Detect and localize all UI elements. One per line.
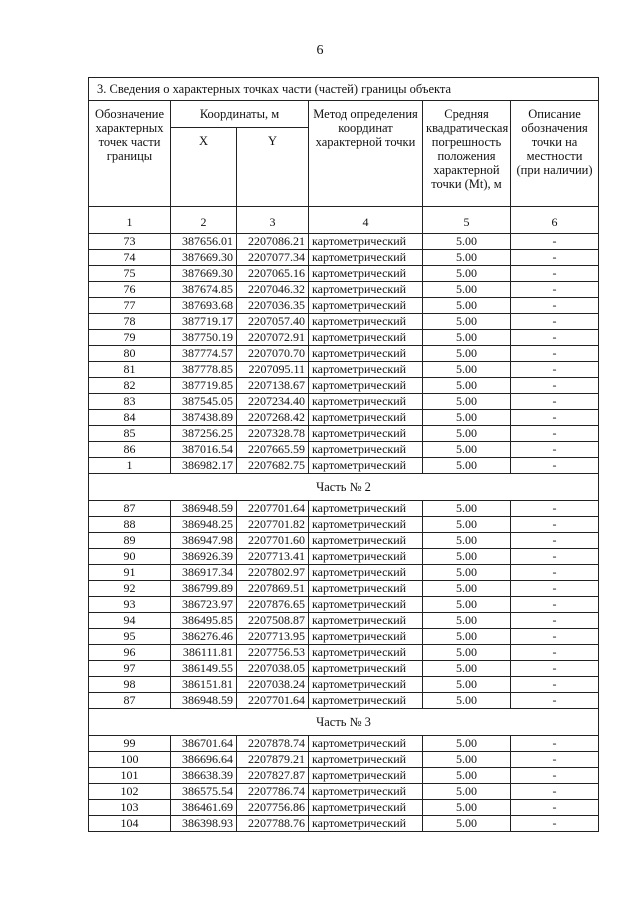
coord-y: 2207879.21 <box>237 752 309 768</box>
description: - <box>511 426 599 442</box>
error-mt: 5.00 <box>423 346 511 362</box>
method: картометрический <box>309 410 423 426</box>
coord-x: 387016.54 <box>171 442 237 458</box>
point-id: 75 <box>89 266 171 282</box>
error-mt: 5.00 <box>423 282 511 298</box>
coord-y: 2207095.11 <box>237 362 309 378</box>
description: - <box>511 266 599 282</box>
coord-y: 2207713.95 <box>237 629 309 645</box>
description: - <box>511 282 599 298</box>
error-mt: 5.00 <box>423 752 511 768</box>
table-row <box>89 501 599 517</box>
coord-x: 387545.05 <box>171 394 237 410</box>
table-row <box>89 517 599 533</box>
method: картометрический <box>309 693 423 709</box>
point-id: 103 <box>89 800 171 816</box>
coord-x: 386495.85 <box>171 613 237 629</box>
description: - <box>511 752 599 768</box>
coord-y: 2207869.51 <box>237 581 309 597</box>
table-row <box>89 784 599 800</box>
description: - <box>511 394 599 410</box>
error-mt: 5.00 <box>423 517 511 533</box>
method: картометрический <box>309 394 423 410</box>
method: картометрический <box>309 752 423 768</box>
error-mt: 5.00 <box>423 362 511 378</box>
coord-x: 386461.69 <box>171 800 237 816</box>
table-row <box>89 410 599 426</box>
method: картометрический <box>309 282 423 298</box>
description: - <box>511 250 599 266</box>
table-row <box>89 266 599 282</box>
table-row <box>89 800 599 816</box>
error-mt: 5.00 <box>423 298 511 314</box>
point-id: 102 <box>89 784 171 800</box>
point-id: 91 <box>89 565 171 581</box>
header-method: Метод определения координат характерной точки <box>309 101 423 207</box>
coord-x: 387656.01 <box>171 234 237 250</box>
point-id: 96 <box>89 645 171 661</box>
coord-x: 386276.46 <box>171 629 237 645</box>
coord-x: 387256.25 <box>171 426 237 442</box>
method: картометрический <box>309 346 423 362</box>
method: картометрический <box>309 661 423 677</box>
method: картометрический <box>309 597 423 613</box>
error-mt: 5.00 <box>423 800 511 816</box>
coord-y: 2207786.74 <box>237 784 309 800</box>
table-row <box>89 661 599 677</box>
table-row <box>89 613 599 629</box>
point-id: 84 <box>89 410 171 426</box>
coord-y: 2207802.97 <box>237 565 309 581</box>
coordinates-table <box>88 77 599 832</box>
error-mt: 5.00 <box>423 533 511 549</box>
description: - <box>511 298 599 314</box>
error-mt: 5.00 <box>423 629 511 645</box>
coord-y: 2207876.65 <box>237 597 309 613</box>
description: - <box>511 693 599 709</box>
table-row <box>89 693 599 709</box>
description: - <box>511 362 599 378</box>
point-id: 99 <box>89 736 171 752</box>
table-row <box>89 645 599 661</box>
point-id: 82 <box>89 378 171 394</box>
coord-x: 386638.39 <box>171 768 237 784</box>
error-mt: 5.00 <box>423 410 511 426</box>
point-id: 89 <box>89 533 171 549</box>
method: картометрический <box>309 266 423 282</box>
point-id: 78 <box>89 314 171 330</box>
method: картометрический <box>309 768 423 784</box>
coord-x: 386917.34 <box>171 565 237 581</box>
coord-x: 386982.17 <box>171 458 237 474</box>
table-row <box>89 362 599 378</box>
point-id: 104 <box>89 816 171 832</box>
coord-x: 387674.85 <box>171 282 237 298</box>
table-row <box>89 677 599 693</box>
point-id: 97 <box>89 661 171 677</box>
coord-x: 386149.55 <box>171 661 237 677</box>
description: - <box>511 314 599 330</box>
method: картометрический <box>309 234 423 250</box>
error-mt: 5.00 <box>423 442 511 458</box>
column-number: 3 <box>237 207 309 234</box>
method: картометрический <box>309 501 423 517</box>
point-id: 80 <box>89 346 171 362</box>
header-description: Описание обозначения точки на местности (при наличии) <box>511 101 599 207</box>
error-mt: 5.00 <box>423 736 511 752</box>
coord-x: 387669.30 <box>171 250 237 266</box>
table-row <box>89 549 599 565</box>
point-id: 98 <box>89 677 171 693</box>
method: картометрический <box>309 442 423 458</box>
table-row <box>89 346 599 362</box>
table-row <box>89 629 599 645</box>
column-number: 4 <box>309 207 423 234</box>
description: - <box>511 768 599 784</box>
coord-x: 386575.54 <box>171 784 237 800</box>
error-mt: 5.00 <box>423 768 511 784</box>
method: картометрический <box>309 314 423 330</box>
description: - <box>511 661 599 677</box>
table-row <box>89 597 599 613</box>
table-row <box>89 234 599 250</box>
coord-x: 386151.81 <box>171 677 237 693</box>
error-mt: 5.00 <box>423 581 511 597</box>
table-row <box>89 736 599 752</box>
description: - <box>511 784 599 800</box>
method: картометрический <box>309 581 423 597</box>
part-heading: Часть № 2 <box>89 474 599 501</box>
coord-y: 2207701.82 <box>237 517 309 533</box>
description: - <box>511 442 599 458</box>
table-body <box>89 78 599 832</box>
header-y: Y <box>237 128 309 207</box>
page-number: 6 <box>316 43 324 58</box>
method: картометрический <box>309 784 423 800</box>
method: картометрический <box>309 816 423 832</box>
error-mt: 5.00 <box>423 613 511 629</box>
point-id: 95 <box>89 629 171 645</box>
coord-y: 2207038.05 <box>237 661 309 677</box>
method: картометрический <box>309 426 423 442</box>
column-number: 1 <box>89 207 171 234</box>
point-id: 94 <box>89 613 171 629</box>
method: картометрический <box>309 736 423 752</box>
table-row <box>89 768 599 784</box>
section-title-row <box>89 78 599 101</box>
header-coords: Координаты, м <box>171 101 309 128</box>
method: картометрический <box>309 517 423 533</box>
coord-y: 2207057.40 <box>237 314 309 330</box>
column-numbers-row <box>89 207 599 234</box>
part-heading: Часть № 3 <box>89 709 599 736</box>
point-id: 81 <box>89 362 171 378</box>
coord-x: 387693.68 <box>171 298 237 314</box>
table-row <box>89 250 599 266</box>
description: - <box>511 346 599 362</box>
error-mt: 5.00 <box>423 266 511 282</box>
method: картометрический <box>309 613 423 629</box>
description: - <box>511 330 599 346</box>
error-mt: 5.00 <box>423 394 511 410</box>
point-id: 86 <box>89 442 171 458</box>
description: - <box>511 736 599 752</box>
table-row <box>89 314 599 330</box>
coord-y: 2207788.76 <box>237 816 309 832</box>
coord-x: 386948.59 <box>171 693 237 709</box>
error-mt: 5.00 <box>423 565 511 581</box>
error-mt: 5.00 <box>423 784 511 800</box>
coord-y: 2207756.53 <box>237 645 309 661</box>
coord-y: 2207701.64 <box>237 693 309 709</box>
column-number: 6 <box>511 207 599 234</box>
description: - <box>511 234 599 250</box>
point-id: 73 <box>89 234 171 250</box>
description: - <box>511 458 599 474</box>
description: - <box>511 410 599 426</box>
point-id: 93 <box>89 597 171 613</box>
coord-x: 387750.19 <box>171 330 237 346</box>
description: - <box>511 378 599 394</box>
header-row-1 <box>89 101 599 128</box>
description: - <box>511 565 599 581</box>
point-id: 100 <box>89 752 171 768</box>
coord-x: 386701.64 <box>171 736 237 752</box>
coord-y: 2207328.78 <box>237 426 309 442</box>
header-designation: Обозначение характерных точек части границы <box>89 101 171 207</box>
method: картометрический <box>309 362 423 378</box>
coord-y: 2207713.41 <box>237 549 309 565</box>
error-mt: 5.00 <box>423 250 511 266</box>
error-mt: 5.00 <box>423 693 511 709</box>
coord-x: 386111.81 <box>171 645 237 661</box>
coord-y: 2207234.40 <box>237 394 309 410</box>
table-row <box>89 426 599 442</box>
table-row <box>89 282 599 298</box>
point-id: 92 <box>89 581 171 597</box>
coord-y: 2207077.34 <box>237 250 309 266</box>
table-row <box>89 533 599 549</box>
table-row <box>89 816 599 832</box>
point-id: 79 <box>89 330 171 346</box>
point-id: 83 <box>89 394 171 410</box>
description: - <box>511 613 599 629</box>
coord-x: 386696.64 <box>171 752 237 768</box>
coord-y: 2207036.35 <box>237 298 309 314</box>
column-number: 5 <box>423 207 511 234</box>
method: картометрический <box>309 645 423 661</box>
coord-x: 386948.25 <box>171 517 237 533</box>
coord-y: 2207701.60 <box>237 533 309 549</box>
error-mt: 5.00 <box>423 330 511 346</box>
error-mt: 5.00 <box>423 549 511 565</box>
error-mt: 5.00 <box>423 458 511 474</box>
table-row <box>89 581 599 597</box>
section-title: 3. Сведения о характерных точках части (частей) границы объекта <box>89 78 599 101</box>
error-mt: 5.00 <box>423 378 511 394</box>
coord-y: 2207756.86 <box>237 800 309 816</box>
method: картометрический <box>309 565 423 581</box>
error-mt: 5.00 <box>423 645 511 661</box>
method: картометрический <box>309 677 423 693</box>
point-id: 85 <box>89 426 171 442</box>
method: картометрический <box>309 533 423 549</box>
description: - <box>511 816 599 832</box>
coord-y: 2207508.87 <box>237 613 309 629</box>
coord-y: 2207268.42 <box>237 410 309 426</box>
error-mt: 5.00 <box>423 816 511 832</box>
error-mt: 5.00 <box>423 314 511 330</box>
table-row <box>89 330 599 346</box>
method: картометрический <box>309 330 423 346</box>
description: - <box>511 501 599 517</box>
point-id: 76 <box>89 282 171 298</box>
table-row <box>89 565 599 581</box>
coord-y: 2207086.21 <box>237 234 309 250</box>
description: - <box>511 800 599 816</box>
coord-x: 387774.57 <box>171 346 237 362</box>
header-x: X <box>171 128 237 207</box>
coord-y: 2207827.87 <box>237 768 309 784</box>
coord-y: 2207065.16 <box>237 266 309 282</box>
point-id: 87 <box>89 501 171 517</box>
coord-y: 2207138.67 <box>237 378 309 394</box>
point-id: 77 <box>89 298 171 314</box>
method: картометрический <box>309 800 423 816</box>
point-id: 101 <box>89 768 171 784</box>
method: картометрический <box>309 458 423 474</box>
error-mt: 5.00 <box>423 597 511 613</box>
coord-y: 2207038.24 <box>237 677 309 693</box>
table-row <box>89 394 599 410</box>
table-row <box>89 752 599 768</box>
point-id: 88 <box>89 517 171 533</box>
part-heading-row <box>89 474 599 501</box>
coord-x: 386799.89 <box>171 581 237 597</box>
coord-y: 2207701.64 <box>237 501 309 517</box>
method: картометрический <box>309 378 423 394</box>
error-mt: 5.00 <box>423 234 511 250</box>
coord-y: 2207046.32 <box>237 282 309 298</box>
description: - <box>511 517 599 533</box>
table-row <box>89 458 599 474</box>
error-mt: 5.00 <box>423 661 511 677</box>
coord-x: 387719.17 <box>171 314 237 330</box>
coord-y: 2207682.75 <box>237 458 309 474</box>
description: - <box>511 549 599 565</box>
method: картометрический <box>309 629 423 645</box>
description: - <box>511 581 599 597</box>
table-row <box>89 378 599 394</box>
coord-x: 386398.93 <box>171 816 237 832</box>
error-mt: 5.00 <box>423 677 511 693</box>
coord-x: 387719.85 <box>171 378 237 394</box>
coord-y: 2207070.70 <box>237 346 309 362</box>
coord-x: 387778.85 <box>171 362 237 378</box>
description: - <box>511 597 599 613</box>
point-id: 87 <box>89 693 171 709</box>
coord-x: 387669.30 <box>171 266 237 282</box>
column-number: 2 <box>171 207 237 234</box>
coord-y: 2207072.91 <box>237 330 309 346</box>
description: - <box>511 677 599 693</box>
coord-x: 386947.98 <box>171 533 237 549</box>
header-error: Средняя квадратическая погрешность положения характерной точки (Mt), м <box>423 101 511 207</box>
point-id: 74 <box>89 250 171 266</box>
description: - <box>511 629 599 645</box>
method: картометрический <box>309 250 423 266</box>
table-row <box>89 298 599 314</box>
error-mt: 5.00 <box>423 501 511 517</box>
coordinates-table-frame <box>88 77 598 832</box>
description: - <box>511 533 599 549</box>
coord-x: 387438.89 <box>171 410 237 426</box>
coord-x: 386926.39 <box>171 549 237 565</box>
part-heading-row <box>89 709 599 736</box>
method: картометрический <box>309 298 423 314</box>
method: картометрический <box>309 549 423 565</box>
error-mt: 5.00 <box>423 426 511 442</box>
coord-y: 2207665.59 <box>237 442 309 458</box>
coord-x: 386723.97 <box>171 597 237 613</box>
point-id: 1 <box>89 458 171 474</box>
description: - <box>511 645 599 661</box>
table-row <box>89 442 599 458</box>
coord-x: 386948.59 <box>171 501 237 517</box>
coord-y: 2207878.74 <box>237 736 309 752</box>
point-id: 90 <box>89 549 171 565</box>
